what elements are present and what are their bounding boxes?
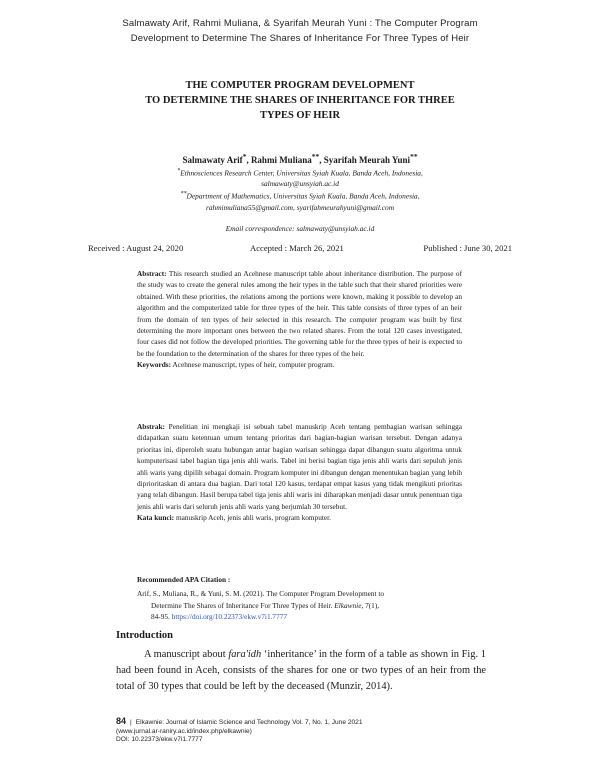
kata-kunci-label: Kata kunci: <box>137 513 175 523</box>
footer-journal-row <box>116 717 496 728</box>
author-3: Syarifah Meurah Yuni <box>323 155 411 165</box>
citation-journal: Elkawnie <box>334 600 362 610</box>
abstract-indonesian-body <box>137 421 462 512</box>
abstract-english-body <box>137 268 462 359</box>
footer-doi: DOI: 10.22373/ekw.v7i1.7777 <box>116 736 203 744</box>
running-header <box>0 16 600 46</box>
citation-doi-link[interactable]: https://doi.org/10.22373/ekw.v7i1.7777 <box>171 612 288 622</box>
citation-text-2: Determine The Shares of Inheritance For Three Types of Heir. <box>151 600 335 610</box>
citation-pages: 84-95. <box>151 612 172 622</box>
author-1-mark: * <box>242 152 247 161</box>
running-header-line-2: Development to Determine The Shares of Inheritance For Three Types of Heir <box>130 33 470 44</box>
affiliation-1-email: salmawaty@unsyiah.ac.id <box>261 179 339 189</box>
affiliation-2: **Department of Mathematics, Universitas Syiah Kuala, Banda Aceh, Indonesia, <box>180 191 420 201</box>
abstract-text: This research studied an Acehnese manuscript table about inheritance distribution. The purpose of the study was to create the general rules among the heir types in the table such that their shared priorities were obtained. With these priorities, the relations among the portions were known, making it possible to develop an algorithm and the computerized table for three types of the heir. This table consists of three types of an heir from the domain of ten types of heir selected in this research. The computer program was built by first determining the more important ones between the two related shares. From the total 120 cases investigated, four cases did not follow the developed priorities. The governing table for the three types of heir is expected to be the foundation to the determination of the shares for three types of the heir. <box>137 269 462 358</box>
keywords-english <box>137 359 462 370</box>
abstrak-text: Penelitian ini mengkaji isi sebuah tabel manuskrip Aceh tentang pembagian warisan sehingga didapatkan suatu ketentuan umum tentang prioritas dari bagian-bagian warisan tersebut. Dengan adanya prioritas ini, diperoleh suatu hubungan antar bagian warisan sehingga dapat dibangun suatu algoritma untuk komputerisasi tabel bagian tiga jenis ahli waris. Tabel ini berisi bagian tiga jenis ahli waris dari sepuluh jenis ahli waris yang dipilih sebagai domain. Program komputer ini dibangun dengan menentukan bagian yang lebih diprioritaskan di antara dua bagian. Dari total 120 kasus, terdapat empat kasus yang tidak mengikuti prioritas yang telah dibangun. Hasil berupa tabel tiga jenis ahli waris ini diharapkan menjadi dasar untuk penentuan tiga jenis ahli waris dari seluruh jenis ahli waris yang berjumlah 30 tersebut. <box>137 422 463 511</box>
abstract-label: Abstract: <box>137 269 167 278</box>
footer-url: (www.jurnal.ar-raniry.ac.id/index.php/elkawnie) <box>116 727 252 735</box>
author-2-mark: ** <box>311 152 320 161</box>
title-line-3: TYPES OF HEIR <box>259 110 341 121</box>
citation-text-1: Arif, S., Muliana, R., & Yuni, S. M. (2021). The Computer Program Development to <box>137 589 385 599</box>
title-line-1: THE COMPUTER PROGRAM DEVELOPMENT <box>185 80 415 91</box>
accepted-date: Accepted : March 26, 2021 <box>250 243 344 253</box>
citation-text-2-wrap <box>137 600 462 611</box>
affiliation-1-mark: * <box>177 168 181 174</box>
citation-body <box>137 588 462 622</box>
running-header-line-1: Salmawaty Arif, Rahmi Muliana, & Syarifah Meurah Yuni : The Computer Program <box>122 18 478 29</box>
received-date: Received : August 24, 2020 <box>88 243 184 253</box>
affiliation-1: *Ethnosciences Research Center, Universitas Syiah Kuala, Banda Aceh, Indonesia, <box>177 168 423 178</box>
author-list: Salmawaty Arif*, Rahmi Muliana**, Syarifah Meurah Yuni** <box>182 152 418 165</box>
published-date: Published : June 30, 2021 <box>423 243 512 253</box>
citation-text-3-wrap <box>137 611 462 622</box>
abstrak-label: Abstrak: <box>137 422 165 431</box>
email-correspondence: Email correspondence: salmawaty@unsyiah.ac.id <box>225 224 375 233</box>
keywords-label: Keywords: <box>137 360 172 370</box>
page-number: 84 <box>116 716 127 726</box>
footer-separator: | <box>130 719 132 726</box>
affiliations <box>100 166 500 213</box>
introduction-paragraph: A manuscript about fara'idh ‘inheritance’ in the form of a table as shown in Fig. 1 had been found in Aceh, consists of the shares for one or two types of an heir from the total of 30 types that could be left by the deceased (Munzir, 2014). <box>116 649 486 692</box>
page-footer <box>116 717 496 745</box>
author-2: Rahmi Muliana <box>250 155 312 165</box>
footer-journal-line: Elkawnie: Journal of Islamic Science and Technology Vol. 7, No. 1, June 2021 <box>135 719 363 726</box>
kata-kunci-text: manuskrip Aceh, jenis ahli waris, program komputer. <box>175 513 331 523</box>
keywords-indonesian <box>137 512 462 523</box>
author-3-mark: ** <box>410 152 418 161</box>
affiliation-2-mark: ** <box>180 191 187 198</box>
term-faraidh: fara'idh <box>228 649 262 660</box>
section-heading-introduction: Introduction <box>116 630 173 641</box>
author-1: Salmawaty Arif <box>182 155 243 165</box>
citation-volume: , 7(1), <box>361 600 380 610</box>
recommended-citation <box>137 574 462 623</box>
abstract-indonesian <box>137 421 462 524</box>
keywords-text: Acehnese manuscript, types of heir, computer program. <box>172 360 335 370</box>
paper-title <box>110 78 490 123</box>
abstract-english <box>137 268 462 371</box>
title-line-2: TO DETERMINE THE SHARES OF INHERITANCE FOR THREE <box>145 95 455 106</box>
affiliation-2-email: rahmimuliana55@gmail.com, syarifahmeurahyuni@gmail.com <box>205 202 395 212</box>
citation-label: Recommended APA Citation : <box>137 575 231 584</box>
